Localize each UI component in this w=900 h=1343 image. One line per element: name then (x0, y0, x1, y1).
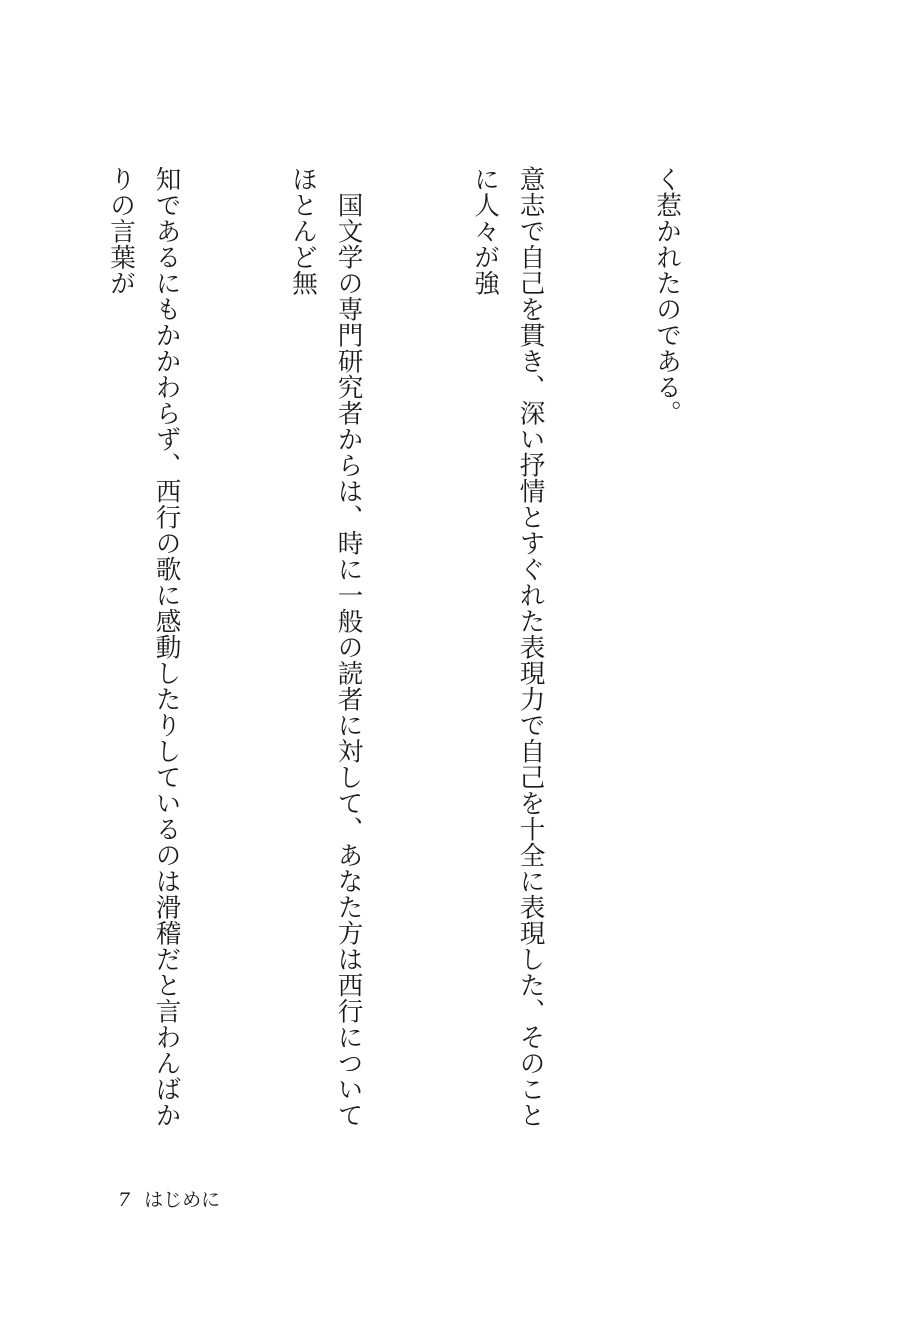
text-line: 意志で自己を貫き、深い抒情とすぐれた表現力で自己を十全に表現した、そのことに人々が強 (470, 166, 546, 1128)
section-title: はじめに (144, 1189, 221, 1211)
body-text (106, 166, 780, 1144)
text-line: 知であるにもかかわらず、西行の歌に感動したりしているのは滑稽だと言わんばかりの言葉が (106, 166, 182, 1128)
text-line (0, 166, 7, 1144)
text-line: 国文学の専門研究者からは、時に一般の読者に対して、あなた方は西行についてほとんど無 (288, 166, 364, 1128)
text-line: く惹かれたのである。 (652, 166, 682, 426)
page-footer (118, 1188, 220, 1212)
page-number: 7 (118, 1189, 131, 1211)
